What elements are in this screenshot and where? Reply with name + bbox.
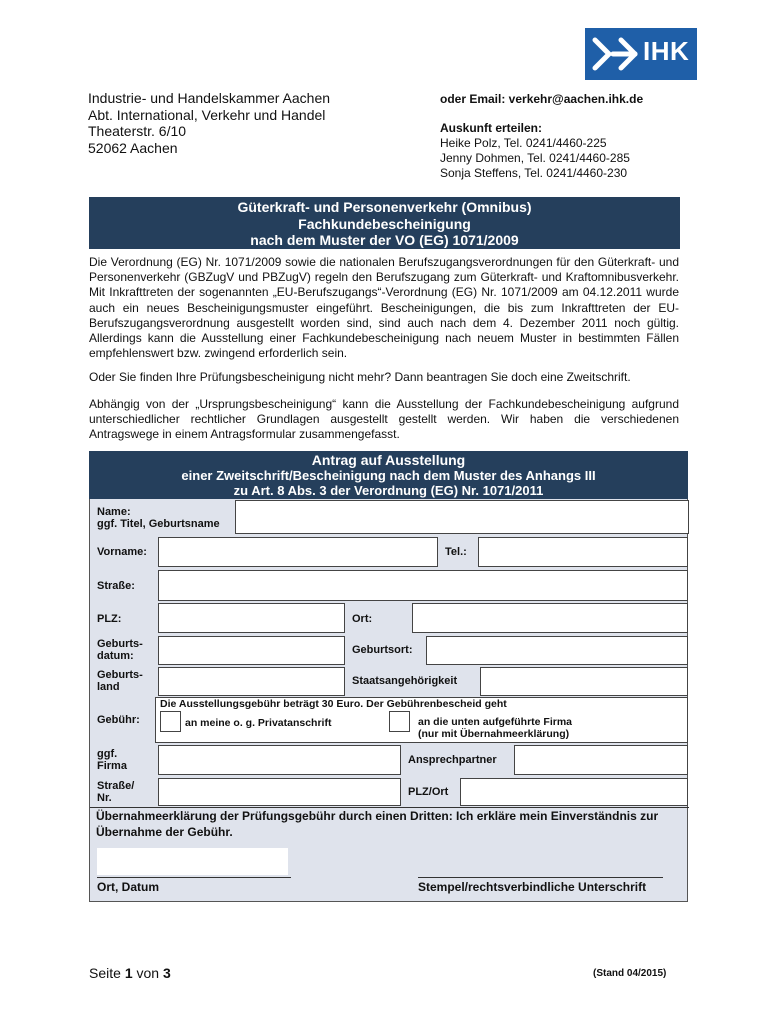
gebuehr-label: Gebühr:: [97, 714, 140, 726]
option-private-label: an meine o. g. Privatanschrift: [185, 717, 332, 729]
signature-line: [418, 877, 663, 878]
ort-field[interactable]: [412, 603, 688, 633]
option-private-checkbox[interactable]: [160, 711, 181, 732]
ansprechpartner-field[interactable]: [514, 745, 688, 775]
geburtsort-label: Geburtsort:: [352, 644, 413, 656]
ort-datum-line: [97, 877, 291, 878]
form-title-banner: [89, 451, 688, 499]
geburtsland-label: Geburts- land: [97, 669, 143, 693]
geburtsdatum-field[interactable]: [158, 636, 345, 665]
contact-person: Sonja Steffens, Tel. 0241/4460-230: [440, 166, 628, 180]
document-title-banner: [89, 197, 680, 249]
address-line: 52062 Aachen: [88, 139, 178, 156]
staatsangehoerigkeit-label: Staatsangehörigkeit: [352, 675, 458, 687]
firma-field[interactable]: [158, 745, 401, 775]
option-firma-checkbox[interactable]: [389, 711, 410, 732]
name-field[interactable]: [235, 500, 689, 534]
question-paragraph: Oder Sie finden Ihre Prüfungsbescheinigung nicht mehr? Dann beantragen Sie doch eine Zweitschrift.: [89, 370, 631, 384]
contact-person: Heike Polz, Tel. 0241/4460-225: [440, 136, 607, 150]
plz-ort-field[interactable]: [460, 778, 688, 806]
sender-address: [88, 90, 330, 156]
plz-label: PLZ:: [97, 613, 122, 625]
ort-datum-label: Ort, Datum: [97, 880, 160, 894]
form-title-line: zu Art. 8 Abs. 3 der Verordnung (EG) Nr. 1071/2011: [233, 483, 544, 498]
ort-label: Ort:: [352, 613, 373, 625]
name-label: Name: ggf. Titel, Geburtsname: [97, 506, 220, 530]
ihk-emblem-icon: [591, 34, 639, 74]
contact-email: oder Email: verkehr@aachen.ihk.de: [440, 92, 644, 106]
ansprechpartner-label: Ansprechpartner: [408, 754, 497, 766]
version-stand: (Stand 04/2015): [593, 968, 667, 979]
strasse-label: Straße:: [97, 580, 135, 592]
tel-field[interactable]: [478, 537, 688, 567]
procedure-paragraph: Abhängig von der „Ursprungsbescheinigung“ kann die Ausstellung der Fachkundebescheinigung aufgrund unterschiedlicher rechtlicher Grundlagen ausgestellt gestellt werden. Wir haben die verschiedenen Antragswege in einem Antragsformular zusammengefasst.: [89, 397, 679, 442]
staatsangehoerigkeit-field[interactable]: [480, 667, 688, 696]
application-form: [89, 499, 688, 902]
contact-person: Jenny Dohmen, Tel. 0241/4460-285: [440, 151, 630, 165]
form-title-line: einer Zweitschrift/Bescheinigung nach dem Muster des Anhangs III: [181, 468, 596, 483]
section-divider: [90, 807, 689, 808]
geburtsdatum-label: Geburts- datum:: [97, 638, 143, 662]
ort-datum-field[interactable]: [97, 848, 288, 875]
plz-ort-label: PLZ/Ort: [408, 786, 449, 798]
ihk-logo: [585, 28, 697, 80]
title-line: Fachkundebescheinigung: [298, 215, 471, 232]
gebuehr-note: Die Ausstellungsgebühr beträgt 30 Euro. Der Gebührenbescheid geht: [160, 698, 507, 710]
geburtsort-field[interactable]: [426, 636, 688, 665]
vorname-field[interactable]: [158, 537, 438, 567]
page-number: Seite 1 von 3: [89, 965, 171, 981]
title-line: nach dem Muster der VO (EG) 1071/2009: [250, 232, 519, 248]
address-line: Theaterstr. 6/10: [88, 123, 187, 139]
plz-field[interactable]: [158, 603, 345, 633]
signature-label: Stempel/rechtsverbindliche Unterschrift: [418, 880, 647, 894]
tel-label: Tel.:: [445, 546, 467, 558]
strasse-nr-field[interactable]: [158, 778, 401, 806]
form-title-line: Antrag auf Ausstellung: [311, 452, 466, 468]
intro-paragraph: Die Verordnung (EG) Nr. 1071/2009 sowie die nationalen Berufszugangsverordnungen für den Güterkraft- und Personenverkehr (GBZugV und PBZugV) regeln den Berufszugang zum Güterkraft- und Kraftomnibusverkehr. Mit Inkrafttreten der sogenannten „EU-Berufszugangs“-Verordnung (EG) Nr. 1071/2009 am 04.12.2011 wurde auch ein neues Bescheinigungsmuster eingeführt. Bescheinigungen, die bis zum Inkrafttreten der EU-Berufszugangsverordnung ausgestellt worden sind, sind auch nach dem 4. Dezember 2011 noch gültig. Allerdings kann die Ausstellung einer Fachkundebescheinigung nach neuem Muster in bestimmten Fällen empfehlenswert bzw. zwingend erforderlich sein.: [89, 255, 679, 361]
option-firma-label: an die unten aufgeführte Firma (nur mit Übernahmeerklärung): [418, 716, 573, 740]
address-line: Industrie- und Handelskammer Aachen: [88, 90, 331, 106]
vorname-label: Vorname:: [97, 546, 147, 558]
contact-info: [440, 92, 643, 181]
ihk-logo-text: IHK: [643, 36, 690, 66]
address-line: Abt. International, Verkehr und Handel: [88, 106, 326, 123]
strasse-nr-label: Straße/ Nr.: [97, 780, 135, 804]
geburtsland-field[interactable]: [158, 667, 345, 696]
strasse-field[interactable]: [158, 570, 688, 601]
firma-label: ggf. Firma: [97, 748, 127, 772]
title-line: Güterkraft- und Personenverkehr (Omnibus): [237, 199, 532, 215]
contact-heading: Auskunft erteilen:: [440, 121, 543, 135]
declaration-text: Übernahmeerklärung der Prüfungsgebühr durch einen Dritten: Ich erkläre mein Einverständnis zur Übernahme der Gebühr.: [96, 809, 659, 839]
